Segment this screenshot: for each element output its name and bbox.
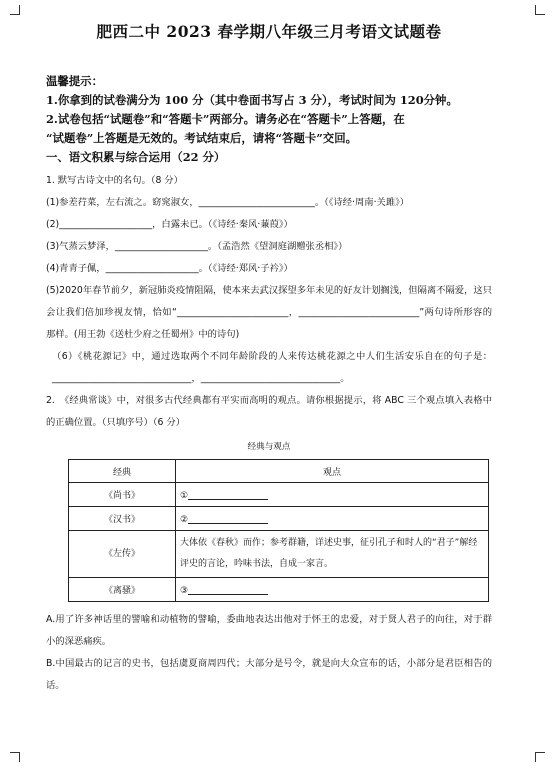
answer-cell <box>176 507 489 531</box>
crop-mark-bottom-right <box>535 752 545 762</box>
crop-mark-top-right <box>535 5 545 15</box>
crop-mark-top-left <box>10 5 20 15</box>
table-row <box>69 578 489 602</box>
table-row <box>69 531 489 578</box>
answer-marker: ① <box>180 491 189 501</box>
book-cell: 《左传》 <box>69 531 176 578</box>
exam-page <box>46 20 492 697</box>
question-stem: 1. 默写古诗文中的名句。（8 分） <box>46 175 183 186</box>
answer-blank[interactable] <box>188 583 268 595</box>
viewpoint-options <box>46 609 492 697</box>
recitation-line: (3)气蒸云梦泽，____________________。（孟浩然《望洞庭湖赠张丞相》） <box>46 241 348 252</box>
answer-cell <box>176 483 489 507</box>
table-caption: 经典与观点 <box>247 442 291 452</box>
answer-marker: ② <box>180 515 189 525</box>
table-row <box>69 483 489 507</box>
viewpoint-option: A.用了许多神话里的譬喻和动植物的譬喻，委曲地表达出他对于怀王的忠爱，对于贤人君子的向往，对于群小的深恶痛疾。 <box>46 614 492 647</box>
book-cell: 《汉书》 <box>69 507 176 531</box>
column-header: 观点 <box>176 460 489 483</box>
crop-mark-bottom-left <box>10 752 20 762</box>
tips-block <box>46 72 492 148</box>
table-row <box>69 507 489 531</box>
answer-marker: ③ <box>180 586 189 596</box>
viewpoint-option: B.中国最古的记言的史书，包括虞夏商周四代；大部分是号令，就是向大众宣布的话，小部分是君臣相告的话。 <box>46 658 492 691</box>
recitation-line: (4)青青子佩，____________________。（《诗经·郑风·子衿》） <box>46 263 293 274</box>
book-cell: 《尚书》 <box>69 483 176 507</box>
recitation-paragraph: （6）《桃花源记》中，通过选取两个不同年龄阶段的人来传达桃花源之中人们生活安乐自在的句子是：______________________________，______________________________。 <box>52 351 492 384</box>
tip-line: 1.你拿到的试卷满分为 100 分（其中卷面书写占 3 分），考试时间为 120分钟。 <box>46 93 458 107</box>
book-cell: 《离骚》 <box>69 578 176 602</box>
exam-title: 肥西二中 2023 春学期八年级三月考语文试题卷 <box>96 22 442 41</box>
column-header: 经典 <box>69 460 176 483</box>
recitation-paragraph: (5)2020年春节前夕，新冠肺炎疫情阻隔，使本来去武汉探望多年未见的好友计划搁浅，但隔离不隔爱，这只会让我们倍加珍视友情，恰如“________________________，__________________________”两句诗所形容的那样。(用王勃《送杜少府之任蜀州》中的诗句) <box>46 285 492 340</box>
tip-line: “试题卷”上答题是无效的。考试结束后，请将“答题卡”交回。 <box>46 131 357 145</box>
answer-blank[interactable] <box>188 512 268 524</box>
classics-table <box>68 459 489 602</box>
answer-cell <box>176 578 489 602</box>
question-1 <box>46 170 492 390</box>
table-header-row <box>69 460 489 483</box>
answer-blank[interactable] <box>188 488 268 500</box>
viewpoint-cell: 大体依《春秋》而作；参考群籍，详述史事，征引孔子和时人的“君子”解经评史的言论，吟味书法，自成一家言。 <box>176 531 489 578</box>
question-2 <box>46 390 492 697</box>
question-stem: 2. 《经典常谈》中，对很多古代经典都有平实而高明的观点。请你根据提示，将 ABC 三个观点填入表格中的正确位置。（只填序号）（6 分） <box>46 395 492 428</box>
tip-line: 2.试卷包括“试题卷”和“答题卡”两部分。请务必在“答题卡”上答题，在 <box>46 112 405 126</box>
tips-heading: 温馨提示： <box>46 74 103 88</box>
recitation-line: (2)____________________，白露未已。（《诗经·秦风·蒹葭》） <box>46 219 293 230</box>
section-heading: 一、语文积累与综合运用（22 分） <box>46 150 226 164</box>
recitation-line: (1)参差荇菜，左右流之。窈窕淑女，_________________________。（《诗经·周南·关雎》） <box>46 197 410 208</box>
